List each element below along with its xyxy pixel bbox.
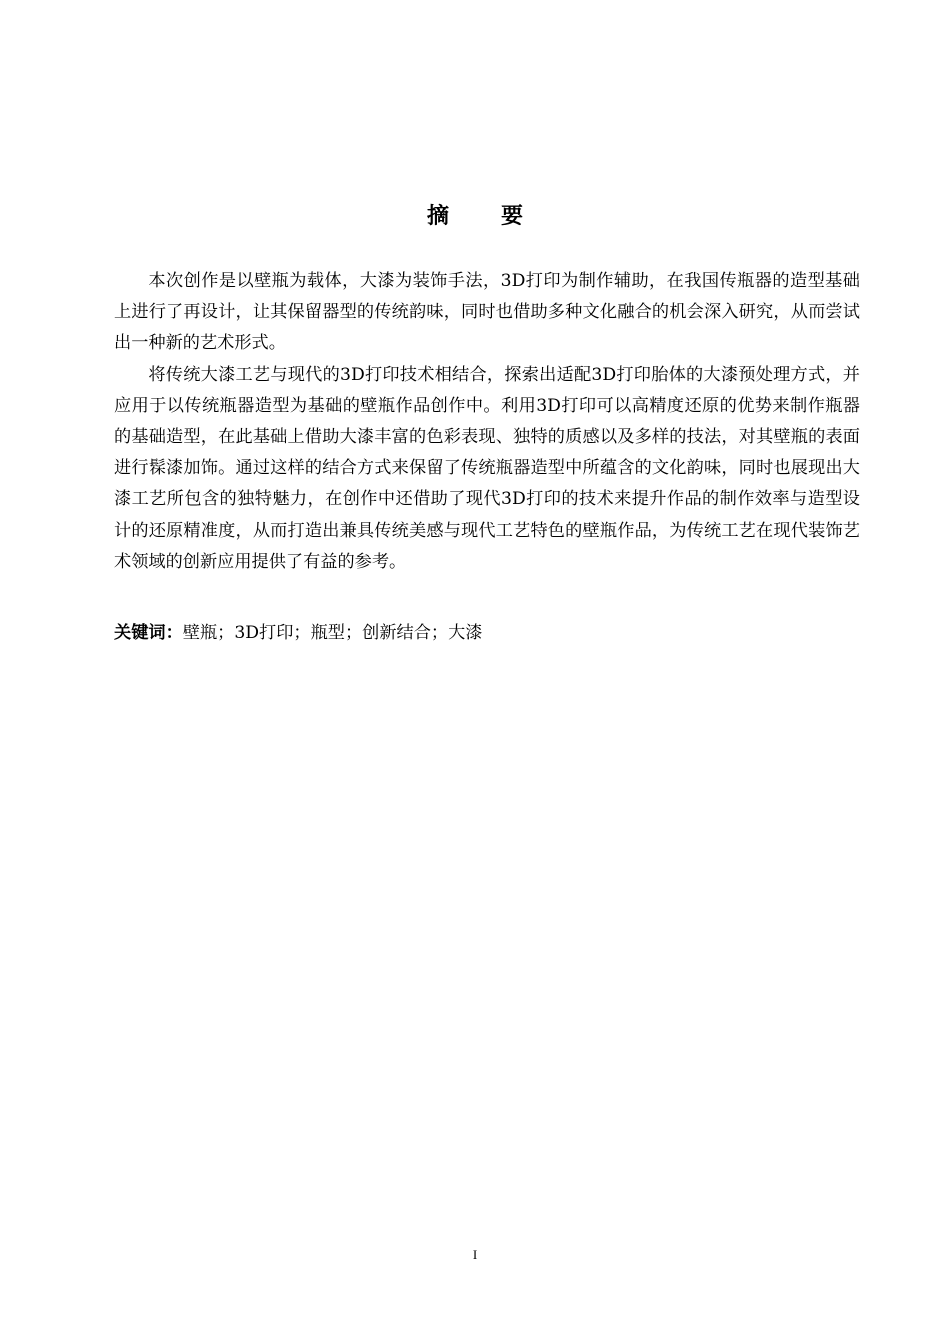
- keywords-text: 壁瓶；3D打印；瓶型；创新结合；大漆: [182, 623, 483, 643]
- title-char-1: 摘: [426, 204, 449, 229]
- title-char-2: 要: [501, 204, 524, 229]
- abstract-body: [114, 266, 860, 578]
- keywords-line: [114, 618, 860, 649]
- abstract-title: [0, 200, 950, 234]
- abstract-paragraph-2: 将传统大漆工艺与现代的3D打印技术相结合，探索出适配3D打印胎体的大漆预处理方式，并应用于以传统瓶器造型为基础的壁瓶作品创作中。利用3D打印可以高精度还原的优势来制作瓶器的基础造型，在此基础上借助大漆丰富的色彩表现、独特的质感以及多样的技法，对其壁瓶的表面进行髹漆加饰。通过这样的结合方式来保留了传统瓶器造型中所蕴含的文化韵味，同时也展现出大漆工艺所包含的独特魅力，在创作中还借助了现代3D打印的技术来提升作品的制作效率与造型设计的还原精准度，从而打造出兼具传统美感与现代工艺特色的壁瓶作品，为传统工艺在现代装饰艺术领域的创新应用提供了有益的参考。: [114, 364, 860, 572]
- page-number: I: [472, 1247, 478, 1262]
- keywords-label: 关键词：: [114, 623, 183, 643]
- abstract-paragraph-1: 本次创作是以壁瓶为载体，大漆为装饰手法，3D打印为制作辅助，在我国传瓶器的造型基础上进行了再设计，让其保留器型的传统韵味，同时也借助多种文化融合的机会深入研究，从而尝试出一种新的艺术形式。: [114, 271, 860, 354]
